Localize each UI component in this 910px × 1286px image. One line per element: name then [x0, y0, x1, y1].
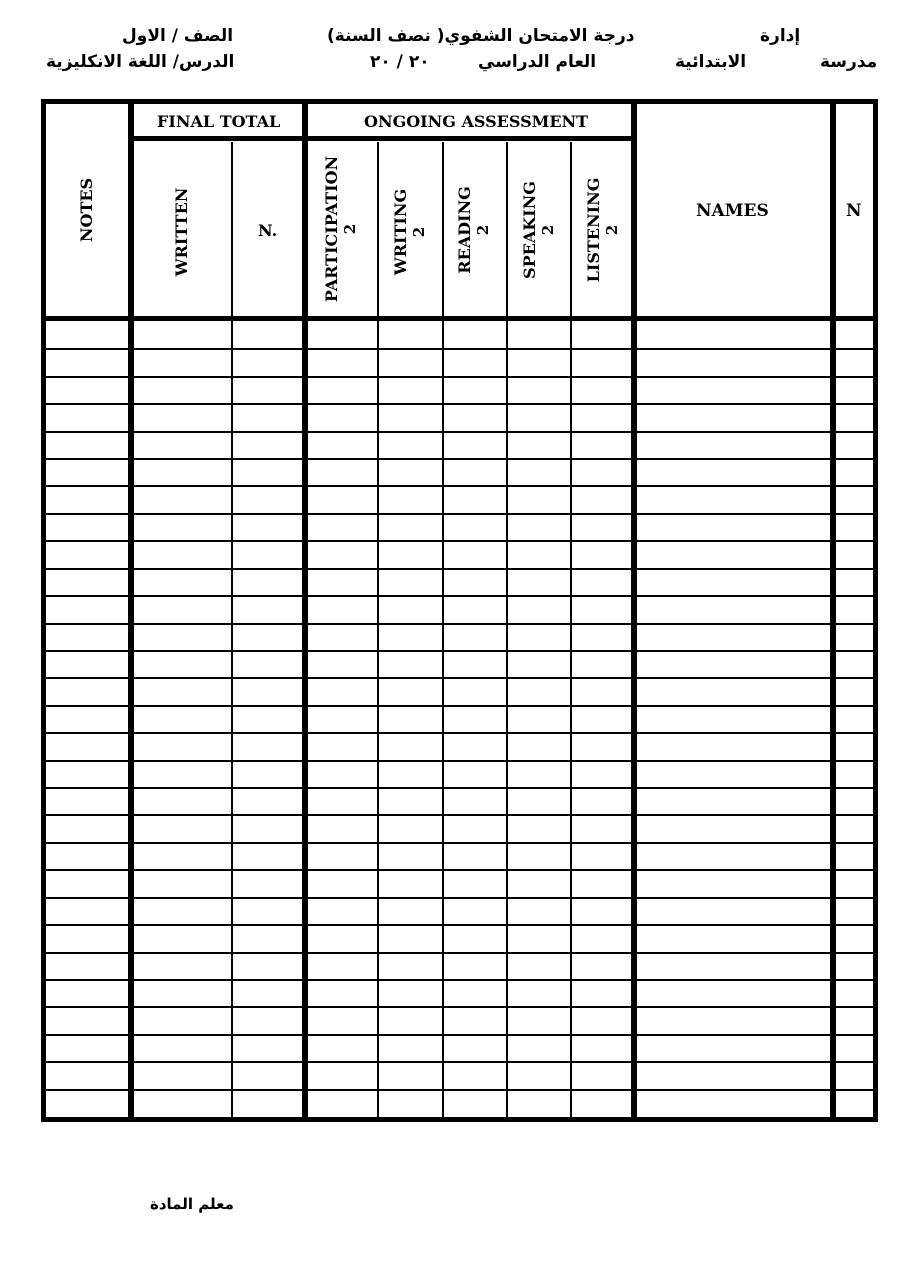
academic-year-value: ٢٠ / ٢٠	[370, 52, 430, 72]
table-row-line	[46, 513, 873, 515]
col-n-small: N.	[258, 221, 278, 240]
divider-names	[830, 102, 836, 1120]
academic-year-label: العام الدراسي	[478, 52, 597, 72]
col-speaking: SPEAKING 2	[520, 181, 557, 279]
table-row-line	[46, 1006, 873, 1008]
divider-group-ongoing	[305, 136, 634, 141]
divider-participation	[377, 142, 379, 1117]
table-row-line	[46, 623, 873, 625]
table-row-line	[46, 1061, 873, 1063]
table-row-line	[46, 979, 873, 981]
teacher-label: معلم المادة	[150, 1195, 234, 1213]
table-row-line	[46, 348, 873, 350]
col-listening: LISTENING 2	[584, 177, 621, 283]
divider-writing	[442, 142, 444, 1117]
table-row-line	[46, 458, 873, 460]
table-row-line	[46, 732, 873, 734]
table-row-line	[46, 842, 873, 844]
group-ongoing-assessment: ONGOING ASSESSMENT	[364, 112, 589, 131]
table-row-line	[46, 403, 873, 405]
divider-header	[44, 316, 875, 321]
group-final-total: FINAL TOTAL	[157, 112, 281, 131]
table-row-line	[46, 814, 873, 816]
divider-reading	[506, 142, 508, 1117]
grade-label: الصف / الاول	[122, 26, 234, 46]
divider-notes	[128, 102, 134, 1120]
table-row-line	[46, 540, 873, 542]
table-row-line	[46, 677, 873, 679]
school-label: مدرسة	[820, 52, 878, 72]
table-row-line	[46, 897, 873, 899]
divider-group-final	[131, 136, 305, 141]
col-number: N	[846, 201, 862, 221]
table-row-line	[46, 705, 873, 707]
col-written: WRITTEN	[172, 187, 191, 277]
table-row-line	[46, 376, 873, 378]
table-row-line	[46, 869, 873, 871]
col-names: NAMES	[696, 201, 769, 221]
exam-title: درجة الامتحان الشفوي( نصف السنة)	[327, 26, 635, 46]
divider-final-total	[302, 102, 308, 1120]
divider-ongoing	[631, 102, 637, 1120]
table-row-line	[46, 924, 873, 926]
table-row-line	[46, 952, 873, 954]
table-row-line	[46, 787, 873, 789]
col-writing: WRITING 2	[391, 188, 428, 276]
table-row-line	[46, 568, 873, 570]
col-notes: NOTES	[77, 177, 96, 243]
table-row-line	[46, 431, 873, 433]
table-row-line	[46, 650, 873, 652]
administration-label: إدارة	[760, 26, 801, 46]
table-row-line	[46, 760, 873, 762]
table-row-line	[46, 1034, 873, 1036]
table-row-line	[46, 485, 873, 487]
divider-written	[231, 142, 233, 1117]
table-row-line	[46, 1089, 873, 1091]
table-row-line	[46, 595, 873, 597]
subject-label: الدرس/ اللغة الانكليزية	[46, 52, 235, 72]
col-participation: PARTICIPATION 2	[322, 155, 359, 303]
school-type-label: الابتدائية	[675, 52, 747, 72]
divider-speaking	[570, 142, 572, 1117]
col-reading: READING 2	[455, 186, 492, 274]
